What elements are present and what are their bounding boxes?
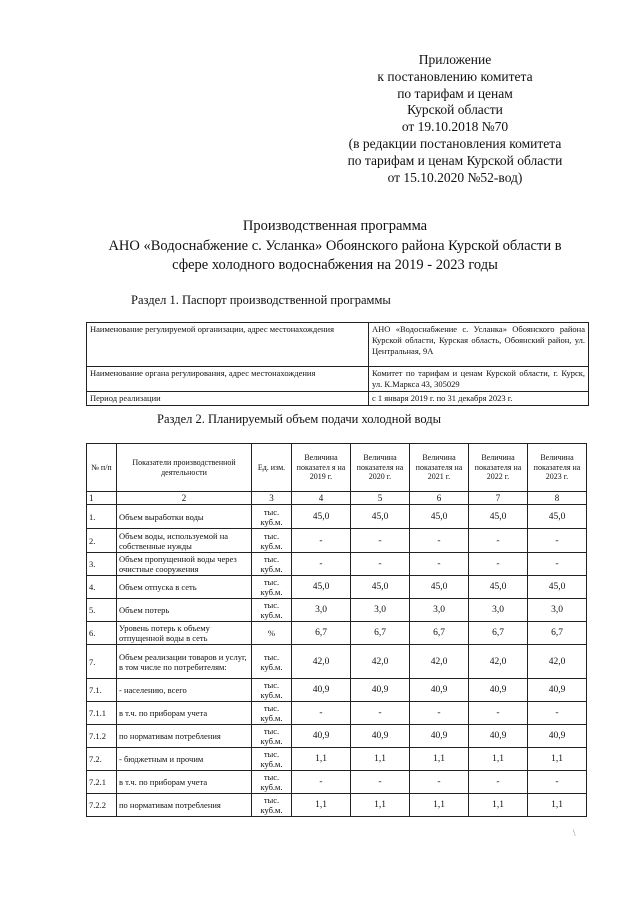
column-index: 7 — [469, 492, 528, 505]
row-indicator: Объем воды, используемой на собственные нужды — [117, 529, 252, 553]
row-value: 6,7 — [410, 622, 469, 645]
row-value: 1,1 — [528, 794, 587, 817]
row-number: 7.1. — [87, 679, 117, 702]
row-value: 42,0 — [292, 645, 351, 679]
row-unit: тыс. куб.м. — [252, 794, 292, 817]
row-value: - — [410, 771, 469, 794]
row-number: 5. — [87, 599, 117, 622]
row-value: - — [292, 529, 351, 553]
table-row — [87, 702, 587, 725]
passport-value: АНО «Водоснабжение с. Усланка» Обоянского района Курской области, Курская область, Обоянский район, ул. Центральная, 9А — [369, 323, 589, 367]
row-value: - — [469, 529, 528, 553]
row-indicator: - населению, всего — [117, 679, 252, 702]
row-number: 3. — [87, 553, 117, 576]
table-row — [87, 679, 587, 702]
section-2-heading: Раздел 2. Планируемый объем подачи холодной воды — [157, 412, 442, 426]
row-value: 45,0 — [410, 576, 469, 599]
row-number: 1. — [87, 505, 117, 529]
page-mark: \ — [573, 828, 576, 838]
table-row — [87, 576, 587, 599]
row-indicator: Объем выработки воды — [117, 505, 252, 529]
table-row — [87, 748, 587, 771]
passport-value: с 1 января 2019 г. по 31 декабря 2023 г. — [369, 392, 589, 406]
row-unit: тыс. куб.м. — [252, 725, 292, 748]
row-value: 1,1 — [410, 794, 469, 817]
passport-row — [87, 367, 589, 392]
appendix-header — [320, 52, 590, 186]
row-unit: тыс. куб.м. — [252, 505, 292, 529]
row-value: 1,1 — [469, 748, 528, 771]
row-value: 40,9 — [469, 725, 528, 748]
row-value: - — [528, 702, 587, 725]
table-header-row — [87, 444, 587, 492]
row-value: 3,0 — [528, 599, 587, 622]
row-value: 3,0 — [469, 599, 528, 622]
col-header-unit: Ед. изм. — [252, 444, 292, 492]
row-value: 6,7 — [292, 622, 351, 645]
row-number: 7.1.2 — [87, 725, 117, 748]
header-line: (в редакции постановления комитета — [348, 135, 562, 151]
row-unit: тыс. куб.м. — [252, 599, 292, 622]
row-indicator: Объем потерь — [117, 599, 252, 622]
title-line: Производственная программа — [242, 218, 428, 234]
column-index: 3 — [252, 492, 292, 505]
col-header-2023: Величина показателя на 2023 г. — [528, 444, 587, 492]
row-indicator: - бюджетным и прочим — [117, 748, 252, 771]
row-unit: % — [252, 622, 292, 645]
row-value: 6,7 — [351, 622, 410, 645]
row-unit: тыс. куб.м. — [252, 679, 292, 702]
section-1-heading: Раздел 1. Паспорт производственной программы — [131, 293, 391, 307]
header-line: Приложение — [418, 52, 492, 67]
row-unit: тыс. куб.м. — [252, 553, 292, 576]
title-line: сфере холодного водоснабжения на 2019 - 2023 годы — [172, 257, 498, 273]
row-indicator: в т.ч. по приборам учета — [117, 771, 252, 794]
row-value: - — [351, 771, 410, 794]
row-unit: тыс. куб.м. — [252, 702, 292, 725]
row-value: 40,9 — [410, 725, 469, 748]
row-indicator: в т.ч. по приборам учета — [117, 702, 252, 725]
row-indicator: Объем пропущенной воды через очистные сооружения — [117, 553, 252, 576]
row-value: 45,0 — [469, 505, 528, 529]
row-number: 7. — [87, 645, 117, 679]
table-row — [87, 599, 587, 622]
table-row — [87, 622, 587, 645]
row-value: 3,0 — [410, 599, 469, 622]
column-index-row — [87, 492, 587, 505]
row-value: 40,9 — [469, 679, 528, 702]
row-value: 40,9 — [528, 679, 587, 702]
table-row — [87, 505, 587, 529]
col-header-2019: Величина показател я на 2019 г. — [292, 444, 351, 492]
row-value: 1,1 — [351, 748, 410, 771]
row-number: 7.2.2 — [87, 794, 117, 817]
table-row — [87, 794, 587, 817]
row-value: - — [469, 553, 528, 576]
passport-row — [87, 323, 589, 367]
row-value: - — [292, 702, 351, 725]
row-value: - — [351, 553, 410, 576]
row-value: 40,9 — [351, 725, 410, 748]
row-value: 1,1 — [292, 794, 351, 817]
row-value: - — [292, 771, 351, 794]
column-index: 6 — [410, 492, 469, 505]
row-value: 45,0 — [469, 576, 528, 599]
row-value: - — [528, 771, 587, 794]
row-value: 1,1 — [410, 748, 469, 771]
header-line: к постановлению комитета — [377, 68, 533, 84]
passport-label: Период реализации — [87, 392, 369, 406]
table-row — [87, 771, 587, 794]
document-title — [70, 217, 600, 276]
row-value: 45,0 — [351, 505, 410, 529]
row-indicator: по нормативам потребления — [117, 794, 252, 817]
title-line: АНО «Водоснабжение с. Усланка» Обоянского района Курской области в — [108, 237, 562, 254]
row-value: 1,1 — [292, 748, 351, 771]
row-value: 42,0 — [469, 645, 528, 679]
row-value: - — [528, 529, 587, 553]
passport-label: Наименование регулируемой организации, адрес местонахождения — [87, 323, 369, 367]
row-value: 40,9 — [292, 679, 351, 702]
row-number: 7.1.1 — [87, 702, 117, 725]
column-index: 4 — [292, 492, 351, 505]
row-value: 45,0 — [351, 576, 410, 599]
column-index: 2 — [117, 492, 252, 505]
row-value: 42,0 — [351, 645, 410, 679]
row-value: - — [469, 771, 528, 794]
row-indicator: Объем реализации товаров и услуг, в том числе по потребителям: — [117, 645, 252, 679]
row-number: 7.2.1 — [87, 771, 117, 794]
column-index: 1 — [87, 492, 117, 505]
row-value: 6,7 — [528, 622, 587, 645]
row-value: 40,9 — [351, 679, 410, 702]
row-unit: тыс. куб.м. — [252, 576, 292, 599]
header-line: по тарифам и ценам — [397, 85, 513, 101]
column-index: 8 — [528, 492, 587, 505]
row-value: 45,0 — [528, 576, 587, 599]
row-value: 42,0 — [528, 645, 587, 679]
row-value: 3,0 — [292, 599, 351, 622]
col-header-2022: Величина показателя на 2022 г. — [469, 444, 528, 492]
passport-row — [87, 392, 589, 406]
row-value: 40,9 — [410, 679, 469, 702]
header-line: от 15.10.2020 №52-вод) — [387, 169, 523, 185]
col-header-indicator: Показатели производственной деятельности — [117, 444, 252, 492]
row-number: 4. — [87, 576, 117, 599]
row-value: 1,1 — [469, 794, 528, 817]
col-header-number: № п/п — [87, 444, 117, 492]
row-value: 6,7 — [469, 622, 528, 645]
row-value: 40,9 — [528, 725, 587, 748]
table-row — [87, 529, 587, 553]
row-value: - — [351, 702, 410, 725]
table-row — [87, 553, 587, 576]
row-number: 7.2. — [87, 748, 117, 771]
row-value: - — [351, 529, 410, 553]
table-row — [87, 725, 587, 748]
row-indicator: Уровень потерь к объему отпущенной воды в сеть — [117, 622, 252, 645]
passport-table — [86, 322, 589, 406]
header-line: Курской области — [407, 102, 503, 118]
table-row — [87, 645, 587, 679]
passport-value: Комитет по тарифам и ценам Курской области, г. Курск, ул. К.Маркса 43, 305029 — [369, 367, 589, 392]
row-value: 42,0 — [410, 645, 469, 679]
row-unit: тыс. куб.м. — [252, 748, 292, 771]
row-value: - — [410, 529, 469, 553]
row-value: - — [292, 553, 351, 576]
row-indicator: Объем отпуска в сеть — [117, 576, 252, 599]
row-value: - — [469, 702, 528, 725]
row-value: 1,1 — [528, 748, 587, 771]
header-line: от 19.10.2018 №70 — [401, 119, 509, 135]
row-unit: тыс. куб.м. — [252, 771, 292, 794]
col-header-2021: Величина показателя на 2021 г. — [410, 444, 469, 492]
row-value: - — [410, 553, 469, 576]
header-line: по тарифам и ценам Курской области — [347, 152, 563, 168]
row-value: - — [528, 553, 587, 576]
water-volume-table — [86, 443, 587, 817]
row-number: 6. — [87, 622, 117, 645]
row-unit: тыс. куб.м. — [252, 529, 292, 553]
row-value: 1,1 — [351, 794, 410, 817]
passport-label: Наименование органа регулирования, адрес местонахождения — [87, 367, 369, 392]
row-value: 45,0 — [292, 576, 351, 599]
column-index: 5 — [351, 492, 410, 505]
col-header-2020: Величина показателя на 2020 г. — [351, 444, 410, 492]
row-value: 45,0 — [410, 505, 469, 529]
row-value: 40,9 — [292, 725, 351, 748]
row-value: 45,0 — [292, 505, 351, 529]
row-unit: тыс. куб.м. — [252, 645, 292, 679]
row-value: 3,0 — [351, 599, 410, 622]
row-value: - — [410, 702, 469, 725]
row-indicator: по нормативам потребления — [117, 725, 252, 748]
row-value: 45,0 — [528, 505, 587, 529]
row-number: 2. — [87, 529, 117, 553]
